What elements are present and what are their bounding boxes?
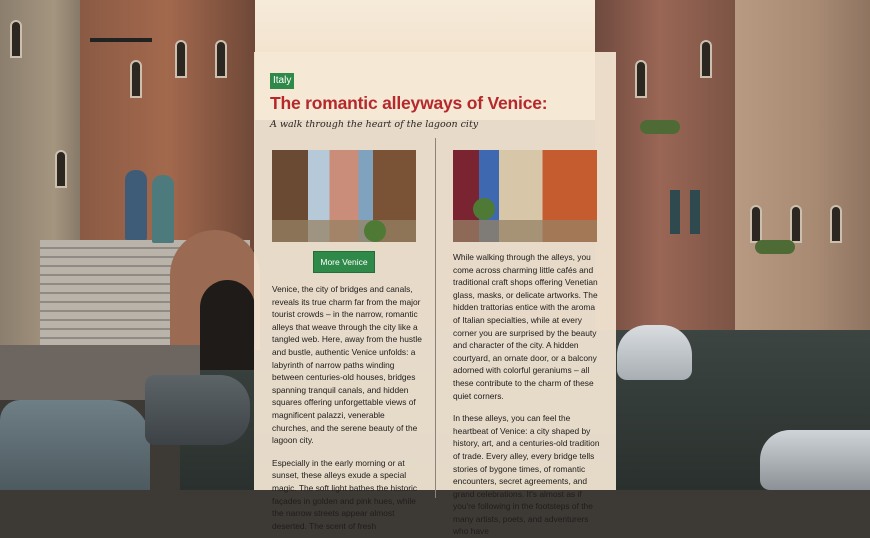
window [175,40,187,78]
left-column [272,150,422,532]
flower-box [755,240,795,254]
window [790,205,802,243]
boat [760,430,870,490]
venice-street-photo-icon [272,150,416,242]
window [130,60,142,98]
street-lamp [90,38,152,42]
pedestrian [125,170,147,240]
paragraph: In these alleys, you can feel the heartbeat of Venice: a city shaped by history, art, and a centuries-old tradition of trade. Every alley, every bridge tells stories of bygone times, of romantic encounters, secret agreements, and grand celebrations. It's almost as if you're following in the footsteps of the many artists, poets, and adventurers who have [453,413,600,537]
window [215,40,227,78]
bridge-arch [200,280,255,370]
article-subtitle: A walk through the heart of the lagoon city [270,119,479,130]
shutter [670,190,680,234]
colorful-alley-photo-icon [453,150,597,242]
shutter [690,190,700,234]
paragraph: Venice, the city of bridges and canals, reveals its true charm far from the major tourist crowds – in the narrow, romantic alleys that weave through the city like a tangled web. Here, away from the hustle and bustle, authentic Venice unfolds: a labyrinth of narrow paths winding between centuries-old houses, bridges spanning tranquil canals, and hidden squares offering unforgettable views of magnificent palazzi, venerable churches, and the serene beauty of the lagoon city. [272,284,422,446]
category-tag[interactable]: Italy [270,73,294,89]
more-venice-button[interactable]: More Venice [313,251,374,273]
boat [0,400,150,490]
window [700,40,712,78]
column-divider [435,138,436,498]
paragraph: While walking through the alleys, you come across charming little cafés and traditional craft shops offering Venetian glass, masks, or delicate artworks. The hidden trattorias entice with the aroma of Italian specialties, while at every corner you are surprised by the beauty and character of the city. A hidden courtyard, an ornate door, or a balcony adorned with colorful geraniums – all these contribute to the charm of these quiet corners. [453,252,598,401]
window [10,20,22,58]
window [830,205,842,243]
article-title: The romantic alleyways of Venice: [270,93,548,113]
right-column [453,150,603,538]
building-right [595,0,740,350]
article-card [254,52,616,537]
boat [617,325,692,380]
window [635,60,647,98]
paragraph: Especially in the early morning or at sunset, these alleys exude a special magic. The soft light bathes the historic façades in golden and pink hues, while the narrow streets appear almost deserted. The scent of fresh [272,457,418,531]
window [55,150,67,188]
boat [145,375,250,445]
flower-box [640,120,680,134]
window [750,205,762,243]
pedestrian [152,175,174,243]
article-header [270,70,600,130]
